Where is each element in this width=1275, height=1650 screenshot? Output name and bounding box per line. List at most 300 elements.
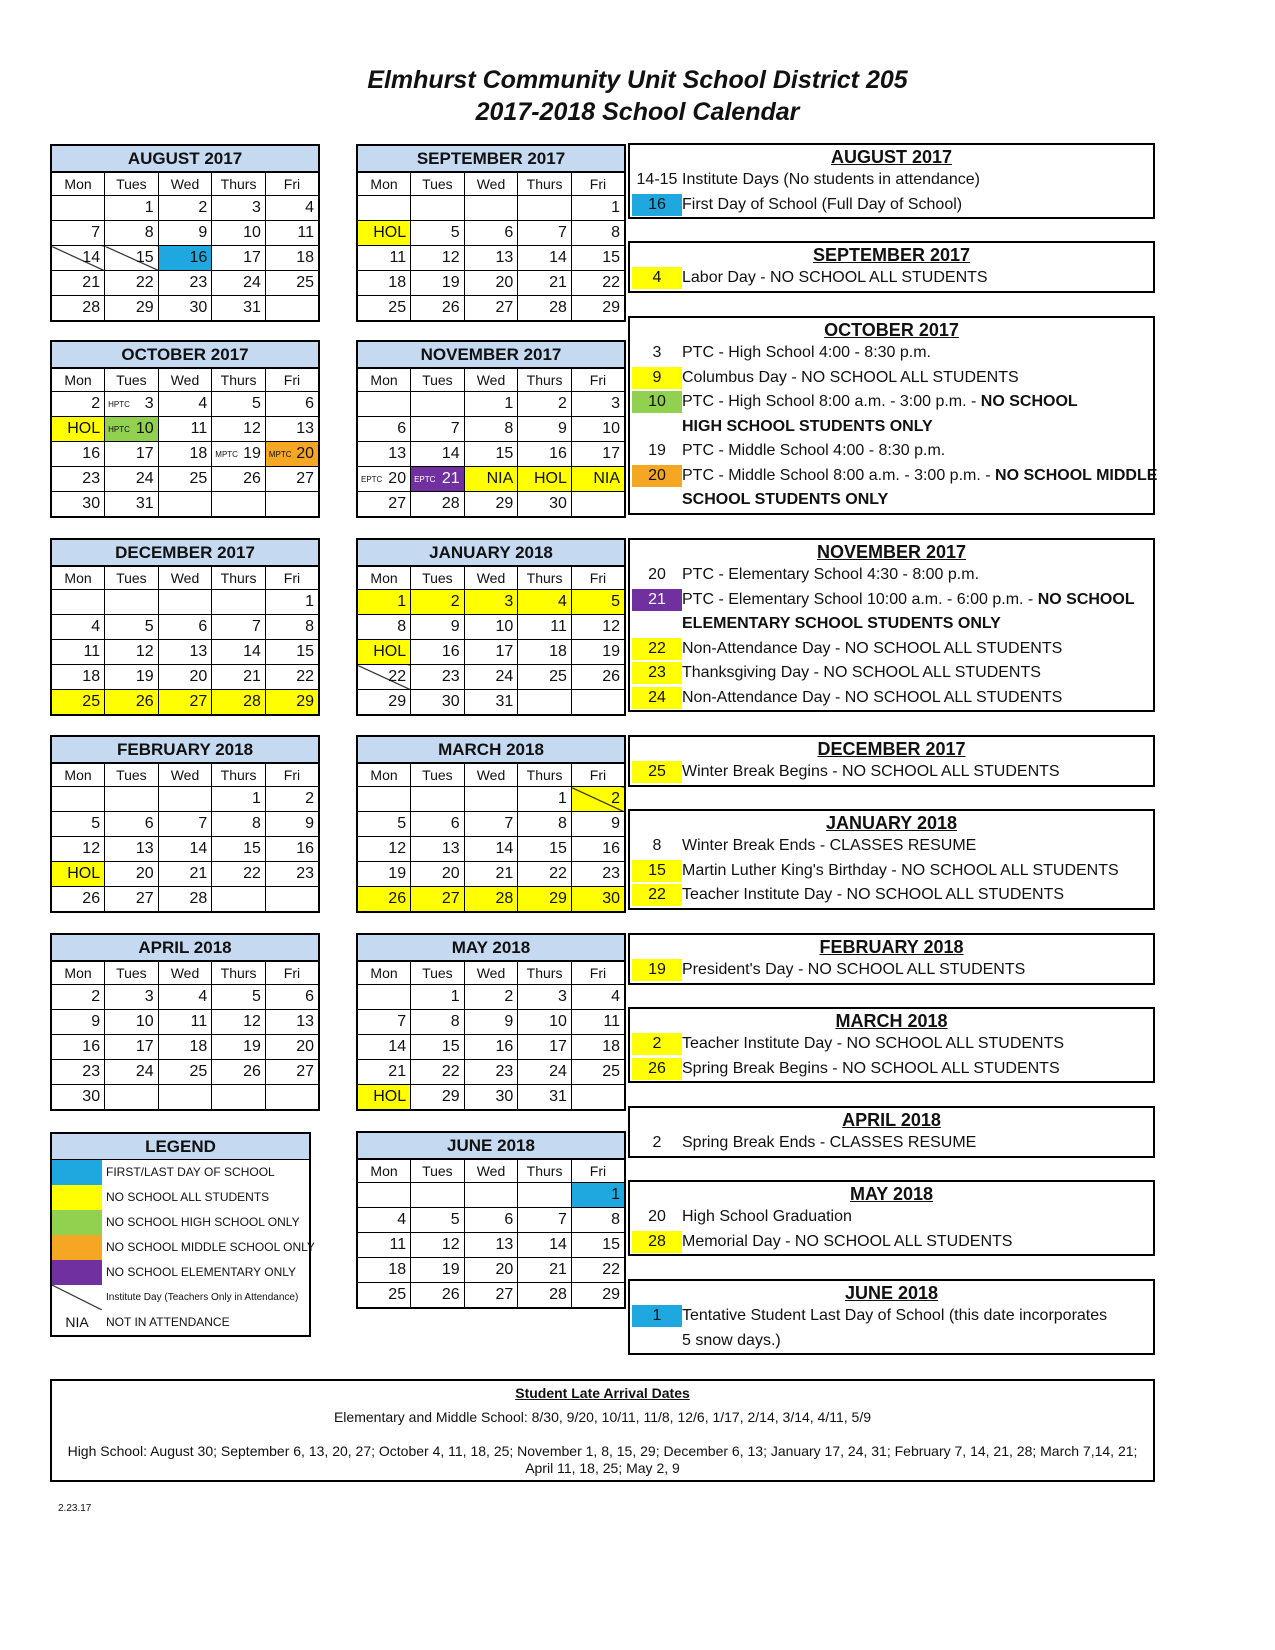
day-cell [411, 590, 465, 615]
day-number: 2 [611, 790, 620, 807]
event-month-title: AUGUST 2017 [830, 147, 953, 167]
weekday-header: Tues [411, 961, 465, 985]
weekday-header: Fri [571, 566, 625, 590]
event-description: Spring Break Ends - CLASSES RESUME [682, 1134, 977, 1151]
empty-day-cell [212, 590, 266, 615]
day-number: 1 [611, 199, 620, 216]
day-number: 3 [251, 199, 261, 216]
day-cell [518, 467, 572, 492]
day-cell [357, 887, 411, 913]
day-cell [105, 417, 159, 442]
day-number: 25 [189, 470, 208, 487]
event-description: Columbus Day - NO SCHOOL ALL STUDENTS [682, 368, 1019, 386]
event-description: Teacher Institute Day - NO SCHOOL ALL STUDENTS [682, 1035, 1065, 1052]
day-number: 23 [82, 1063, 101, 1080]
weekday-header: Mon [357, 566, 411, 590]
day-cell [51, 392, 105, 417]
empty-day-cell [464, 787, 518, 812]
event-row [630, 464, 1158, 489]
day-number: 5 [251, 988, 261, 1005]
day-cell [51, 296, 105, 322]
weekday-header: Thurs [212, 566, 266, 590]
day-cell [571, 1283, 625, 1309]
event-emphasis: NO SCHOOL [1037, 590, 1135, 608]
day-number: 30 [82, 495, 101, 512]
day-cell [51, 271, 105, 296]
day-cell [51, 812, 105, 837]
day-cell [357, 1233, 411, 1258]
event-date: 2 [652, 1134, 662, 1151]
event-description: Winter Break Begins - NO SCHOOL ALL STUDENTS [682, 763, 1060, 780]
event-box [628, 1106, 1155, 1158]
day-cell [212, 812, 266, 837]
weekday-header: Thurs [212, 368, 266, 392]
day-number: 15 [441, 1038, 460, 1055]
day-number: 29 [441, 1088, 460, 1105]
day-cell [212, 862, 266, 887]
day-number: 23 [189, 274, 208, 291]
day-number: 22 [441, 1063, 460, 1080]
day-number: 30 [602, 890, 620, 907]
day-cell [105, 887, 159, 913]
day-cell [464, 1060, 518, 1085]
day-number: 7 [450, 420, 460, 437]
day-number: 17 [135, 1038, 154, 1055]
day-number: 8 [611, 224, 620, 241]
day-number: 22 [602, 274, 620, 291]
event-month-title: MARCH 2018 [835, 1011, 948, 1031]
event-text [682, 1329, 781, 1354]
day-cell [357, 221, 411, 246]
weekday-header: Thurs [518, 763, 572, 787]
day-number: 6 [305, 395, 314, 412]
day-cell [212, 985, 266, 1010]
event-text [682, 390, 1078, 415]
month-title: NOVEMBER 2017 [357, 341, 625, 368]
day-cell [51, 862, 105, 887]
legend-label: NO SCHOOL MIDDLE SCHOOL ONLY [106, 1240, 315, 1254]
day-number: 4 [611, 988, 620, 1005]
day-number: 26 [602, 668, 620, 685]
day-number: 13 [495, 1236, 514, 1253]
day-cell [158, 887, 212, 913]
day-number: 3 [144, 395, 154, 412]
weekday-header: Mon [357, 172, 411, 196]
day-number: 12 [135, 643, 154, 660]
event-month-title: OCTOBER 2017 [824, 320, 959, 340]
day-cell [51, 1035, 105, 1060]
day-number: 9 [504, 1013, 514, 1030]
day-number: 6 [397, 420, 407, 437]
event-date: 16 [632, 194, 682, 216]
day-cell [265, 985, 319, 1010]
event-description: Memorial Day - NO SCHOOL ALL STUDENTS [682, 1232, 1013, 1250]
day-cell [571, 1233, 625, 1258]
event-row [630, 612, 1153, 637]
day-cell [105, 246, 159, 271]
weekday-header: Fri [265, 763, 319, 787]
event-description: Institute Days (No students in attendance) [682, 171, 980, 188]
weekday-header: Wed [158, 961, 212, 985]
day-number: 7 [251, 618, 261, 635]
event-text [682, 563, 979, 588]
day-number: HOL [373, 224, 407, 241]
day-cell [518, 887, 572, 913]
day-cell [464, 417, 518, 442]
day-cell [464, 246, 518, 271]
day-cell [357, 467, 411, 492]
day-cell [464, 862, 518, 887]
day-cell [571, 392, 625, 417]
day-cell [158, 467, 212, 492]
page-subtitle: 2017-2018 School Calendar [475, 98, 800, 126]
day-cell [158, 1035, 212, 1060]
day-number: 3 [611, 395, 620, 412]
event-date [632, 1330, 682, 1352]
month-calendar [356, 538, 626, 716]
day-number: 9 [557, 420, 567, 437]
event-date: 19 [648, 442, 666, 459]
day-cell [518, 1258, 572, 1283]
day-cell [464, 392, 518, 417]
day-number: 25 [296, 274, 314, 291]
day-number: 18 [296, 249, 314, 266]
day-cell [265, 1010, 319, 1035]
event-box [628, 1180, 1155, 1256]
event-box [628, 538, 1155, 712]
legend-swatch [52, 1260, 102, 1285]
day-number: 19 [441, 274, 460, 291]
day-cell [411, 1035, 465, 1060]
event-date: 21 [632, 589, 682, 611]
weekday-header: Fri [265, 566, 319, 590]
event-text [682, 661, 1041, 686]
day-cell [411, 862, 465, 887]
month-calendar [50, 340, 320, 518]
day-cell [464, 1233, 518, 1258]
event-text [682, 439, 945, 464]
weekday-header: Thurs [518, 566, 572, 590]
event-month-title: SEPTEMBER 2017 [812, 245, 971, 265]
day-cell [464, 221, 518, 246]
day-cell [265, 837, 319, 862]
day-number: 28 [441, 495, 460, 512]
event-row [630, 883, 1153, 908]
day-cell [571, 787, 625, 812]
day-number: 26 [243, 470, 261, 487]
day-number: 1 [144, 199, 154, 216]
day-number: 6 [504, 224, 514, 241]
day-number: 31 [549, 1088, 567, 1105]
weekday-header: Tues [411, 172, 465, 196]
event-date: 3 [652, 344, 662, 361]
weekday-header: Tues [411, 763, 465, 787]
day-cell [571, 196, 625, 221]
day-cell [411, 246, 465, 271]
event-row [630, 439, 1153, 464]
event-description: PTC - Elementary School 10:00 a.m. - 6:00 p.m. - [682, 590, 1038, 608]
event-row [630, 1057, 1153, 1082]
month-calendar [356, 340, 626, 518]
day-number: 1 [305, 593, 314, 610]
legend-label: FIRST/LAST DAY OF SCHOOL [106, 1165, 275, 1179]
event-emphasis: HIGH SCHOOL STUDENTS ONLY [682, 417, 933, 435]
legend-label: NO SCHOOL ELEMENTARY ONLY [106, 1265, 297, 1279]
month-calendar [50, 735, 320, 913]
day-cell [158, 442, 212, 467]
event-text [682, 1057, 1060, 1082]
day-number: 21 [243, 668, 261, 685]
day-cell [212, 690, 266, 716]
day-number: 6 [504, 1211, 514, 1228]
day-cell [105, 985, 159, 1010]
event-row [630, 1329, 1153, 1354]
event-text [682, 637, 1062, 662]
day-cell [518, 296, 572, 322]
day-number: 11 [389, 1236, 407, 1253]
weekday-header: Fri [571, 1159, 625, 1183]
legend-title: LEGEND [52, 1132, 309, 1160]
day-cell [464, 271, 518, 296]
day-cell [158, 296, 212, 322]
legend-label: NO SCHOOL ALL STUDENTS [106, 1190, 270, 1204]
legend-item [52, 1285, 309, 1310]
day-number: 20 [441, 865, 460, 882]
day-cell [411, 1208, 465, 1233]
event-month-title: JANUARY 2018 [825, 813, 958, 833]
empty-day-cell [212, 492, 266, 518]
day-number: 15 [135, 249, 154, 266]
late-arrival-title: Student Late Arrival Dates [515, 1385, 690, 1401]
day-number: 21 [82, 274, 101, 291]
day-number: 6 [305, 988, 314, 1005]
day-number: 17 [135, 445, 154, 462]
legend [50, 1132, 315, 1337]
day-number: 16 [441, 643, 460, 660]
day-cell [265, 467, 319, 492]
day-cell [518, 392, 572, 417]
weekday-header: Thurs [212, 763, 266, 787]
empty-day-cell [411, 196, 465, 221]
event-box [628, 143, 1155, 219]
event-emphasis: SCHOOL STUDENTS ONLY [682, 491, 889, 508]
day-number: 1 [397, 593, 407, 610]
day-cell [411, 1283, 465, 1309]
day-cell [212, 1060, 266, 1085]
day-cell [357, 862, 411, 887]
day-number: 29 [495, 495, 514, 512]
event-description: Non-Attendance Day - NO SCHOOL ALL STUDENTS [682, 688, 1063, 706]
event-text [682, 1032, 1064, 1057]
empty-day-cell [571, 690, 625, 716]
day-cell [212, 640, 266, 665]
day-cell [518, 1010, 572, 1035]
event-description: PTC - Elementary School 4:30 - 8:00 p.m. [682, 566, 980, 583]
day-number: 2 [305, 790, 314, 807]
event-date: 26 [632, 1058, 682, 1080]
day-cell [158, 246, 212, 271]
event-date: 28 [632, 1231, 682, 1253]
day-number: HOL [373, 643, 407, 660]
legend-item [52, 1310, 309, 1335]
day-cell [265, 246, 319, 271]
day-number: 10 [549, 1013, 567, 1030]
day-number: 13 [495, 249, 514, 266]
day-cell [212, 246, 266, 271]
day-number: 8 [611, 1211, 620, 1228]
day-number: 10 [135, 420, 154, 437]
event-row [630, 563, 1153, 588]
day-cell [518, 812, 572, 837]
legend-swatch [52, 1210, 102, 1235]
day-number: 22 [388, 668, 407, 685]
day-cell [518, 615, 572, 640]
event-text [682, 1304, 1107, 1329]
day-number: 11 [83, 643, 101, 660]
empty-day-cell [51, 196, 105, 221]
weekday-header: Mon [357, 763, 411, 787]
weekday-header: Tues [105, 172, 159, 196]
day-cell [357, 1258, 411, 1283]
day-number: 21 [549, 1261, 567, 1278]
day-number: NIA [593, 470, 620, 487]
day-cell [265, 1035, 319, 1060]
day-number: 15 [602, 1236, 620, 1253]
month-title: DECEMBER 2017 [51, 539, 319, 566]
empty-day-cell [464, 1183, 518, 1208]
day-number: 24 [135, 470, 154, 487]
day-cell [571, 1183, 625, 1208]
day-number: 4 [198, 395, 208, 412]
event-text [682, 1205, 852, 1230]
event-row [630, 760, 1153, 785]
day-number: 15 [602, 249, 620, 266]
event-date: 9 [632, 367, 682, 389]
day-cell [51, 417, 105, 442]
day-number: 14 [243, 643, 261, 660]
event-row [630, 488, 1153, 513]
empty-day-cell [411, 392, 465, 417]
day-cell [265, 640, 319, 665]
day-number: 17 [602, 445, 620, 462]
day-number: 7 [91, 224, 101, 241]
event-description: 5 snow days.) [682, 1331, 781, 1349]
day-number: 4 [305, 199, 314, 216]
day-number: 2 [557, 395, 567, 412]
empty-day-cell [51, 590, 105, 615]
day-cell [357, 271, 411, 296]
day-cell [464, 690, 518, 716]
empty-day-cell [571, 1085, 625, 1111]
day-number: 22 [296, 668, 314, 685]
day-cell [464, 1283, 518, 1309]
empty-day-cell [105, 1085, 159, 1111]
day-number: 25 [388, 299, 407, 316]
day-cell [212, 615, 266, 640]
legend-item [52, 1185, 309, 1210]
day-cell [105, 442, 159, 467]
event-date: 22 [632, 884, 682, 906]
day-cell [212, 221, 266, 246]
day-number: 18 [388, 1261, 407, 1278]
day-number: 13 [189, 643, 208, 660]
event-date: 20 [648, 1208, 666, 1225]
event-row [630, 588, 1153, 613]
day-number: 20 [296, 445, 314, 462]
month-title: MAY 2018 [357, 934, 625, 961]
day-number: 24 [549, 1063, 567, 1080]
event-box [628, 1279, 1155, 1355]
day-number: 19 [243, 1038, 261, 1055]
day-number: 14 [495, 840, 514, 857]
event-date: 15 [632, 860, 682, 882]
day-number: 24 [495, 668, 514, 685]
day-number: 5 [450, 1211, 460, 1228]
day-cell [518, 787, 572, 812]
weekday-header: Mon [51, 368, 105, 392]
day-cell [518, 640, 572, 665]
day-number: 11 [603, 1013, 620, 1030]
empty-day-cell [357, 787, 411, 812]
event-row [630, 1230, 1153, 1255]
weekday-header: Wed [464, 763, 518, 787]
event-row [630, 834, 1153, 859]
event-row [630, 1131, 1153, 1156]
weekday-header: Thurs [212, 172, 266, 196]
day-cell [571, 887, 625, 913]
weekday-header: Tues [411, 368, 465, 392]
day-cell [212, 271, 266, 296]
day-cell [518, 271, 572, 296]
day-cell [158, 196, 212, 221]
day-cell [411, 985, 465, 1010]
revision-date: 2.23.17 [58, 1503, 92, 1514]
day-number: 28 [189, 890, 208, 907]
legend-item [52, 1160, 309, 1185]
empty-day-cell [357, 196, 411, 221]
day-number: 2 [91, 988, 101, 1005]
event-description: PTC - Middle School 8:00 a.m. - 3:00 p.m. - [682, 466, 996, 484]
conference-tag: EPTC [414, 475, 436, 484]
day-number: 21 [189, 865, 208, 882]
day-cell [411, 296, 465, 322]
day-number: 25 [82, 693, 101, 710]
event-date [632, 613, 682, 635]
day-cell [357, 1035, 411, 1060]
event-row [630, 366, 1153, 391]
day-cell [158, 812, 212, 837]
event-row [630, 341, 1153, 366]
day-cell [411, 442, 465, 467]
event-month-title: APRIL 2018 [842, 1110, 941, 1130]
day-cell [212, 787, 266, 812]
day-number: 5 [91, 815, 101, 832]
event-description: Teacher Institute Day - NO SCHOOL ALL STUDENTS [682, 886, 1065, 903]
day-number: 18 [388, 274, 407, 291]
day-number: 16 [296, 840, 314, 857]
day-cell [357, 690, 411, 716]
day-number: 19 [135, 668, 154, 685]
weekday-header: Mon [51, 763, 105, 787]
day-number: 26 [82, 890, 101, 907]
day-cell [571, 1060, 625, 1085]
weekday-header: Wed [464, 1159, 518, 1183]
empty-day-cell [571, 492, 625, 518]
day-cell [357, 1208, 411, 1233]
day-cell [464, 296, 518, 322]
day-cell [464, 1010, 518, 1035]
day-number: 18 [602, 1038, 620, 1055]
